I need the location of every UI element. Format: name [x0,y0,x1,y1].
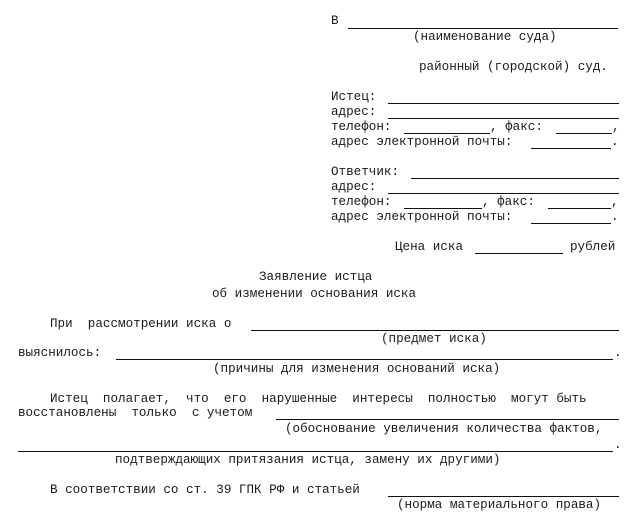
p1-hint2: (причины для изменения оснований иска) [213,362,501,376]
defendant-fax-comma: , [611,195,619,209]
defendant-fax-label: , факс: [482,195,535,209]
plaintiff-fax-field[interactable] [556,133,612,134]
p2-hint2: подтверждающих притязания истца, замену их другими) [115,453,501,467]
claim-price-field[interactable] [475,253,563,254]
defendant-email-field[interactable] [531,223,611,224]
court-hint: (наименование суда) [413,30,557,44]
to-prefix: В [331,14,339,28]
defendant-phone-label: телефон: [331,195,392,209]
plaintiff-address-field[interactable] [388,118,619,119]
legal-norm-field[interactable] [388,496,619,497]
plaintiff-phone-label: телефон: [331,120,392,134]
document-title-line1: Заявление истца [259,270,373,284]
p1-dot: . [614,346,622,360]
plaintiff-phone-field[interactable] [404,133,490,134]
p2-line2: восстановлены только с учетом [18,406,253,420]
plaintiff-address-label: адрес: [331,105,377,119]
defendant-address-label: адрес: [331,180,377,194]
claim-subject-field[interactable] [251,330,619,331]
plaintiff-email-field[interactable] [531,148,611,149]
defendant-name-field[interactable] [411,178,619,179]
p1-start: При рассмотрении иска о [50,317,232,331]
defendant-fax-field[interactable] [548,208,611,209]
plaintiff-email-label: адрес электронной почты: [331,135,513,149]
court-name-field[interactable] [348,28,618,29]
p1-hint: (предмет иска) [381,332,487,346]
p1-cont: выяснилось: [18,346,102,360]
defendant-address-field[interactable] [388,193,619,194]
justification-field-cont[interactable] [18,451,613,452]
change-reasons-field[interactable] [116,359,613,360]
plaintiff-name-field[interactable] [388,103,619,104]
plaintiff-fax-comma: , [612,120,620,134]
p3-hint: (норма материального права) [397,498,602,512]
defendant-email-dot: . [611,210,619,224]
p2-line1: Истец полагает, что его нарушенные интересы полностью могут быть [50,392,587,406]
court-type: районный (городской) суд. [419,60,608,74]
p2-dot: . [614,438,622,452]
claim-price-label: Цена иска [395,240,464,254]
claim-price-unit: рублей [570,240,616,254]
defendant-label: Ответчик: [331,165,400,179]
defendant-phone-field[interactable] [404,208,482,209]
document-title-line2: об изменении основания иска [212,287,417,301]
p3-start: В соответствии со ст. 39 ГПК РФ и статьей [50,483,360,497]
p2-hint1: (обоснование увеличения количества фактов, [285,422,603,436]
plaintiff-fax-label: , факс: [490,120,543,134]
plaintiff-label: Истец: [331,90,377,104]
defendant-email-label: адрес электронной почты: [331,210,513,224]
justification-field[interactable] [276,419,619,420]
plaintiff-email-dot: . [611,135,619,149]
